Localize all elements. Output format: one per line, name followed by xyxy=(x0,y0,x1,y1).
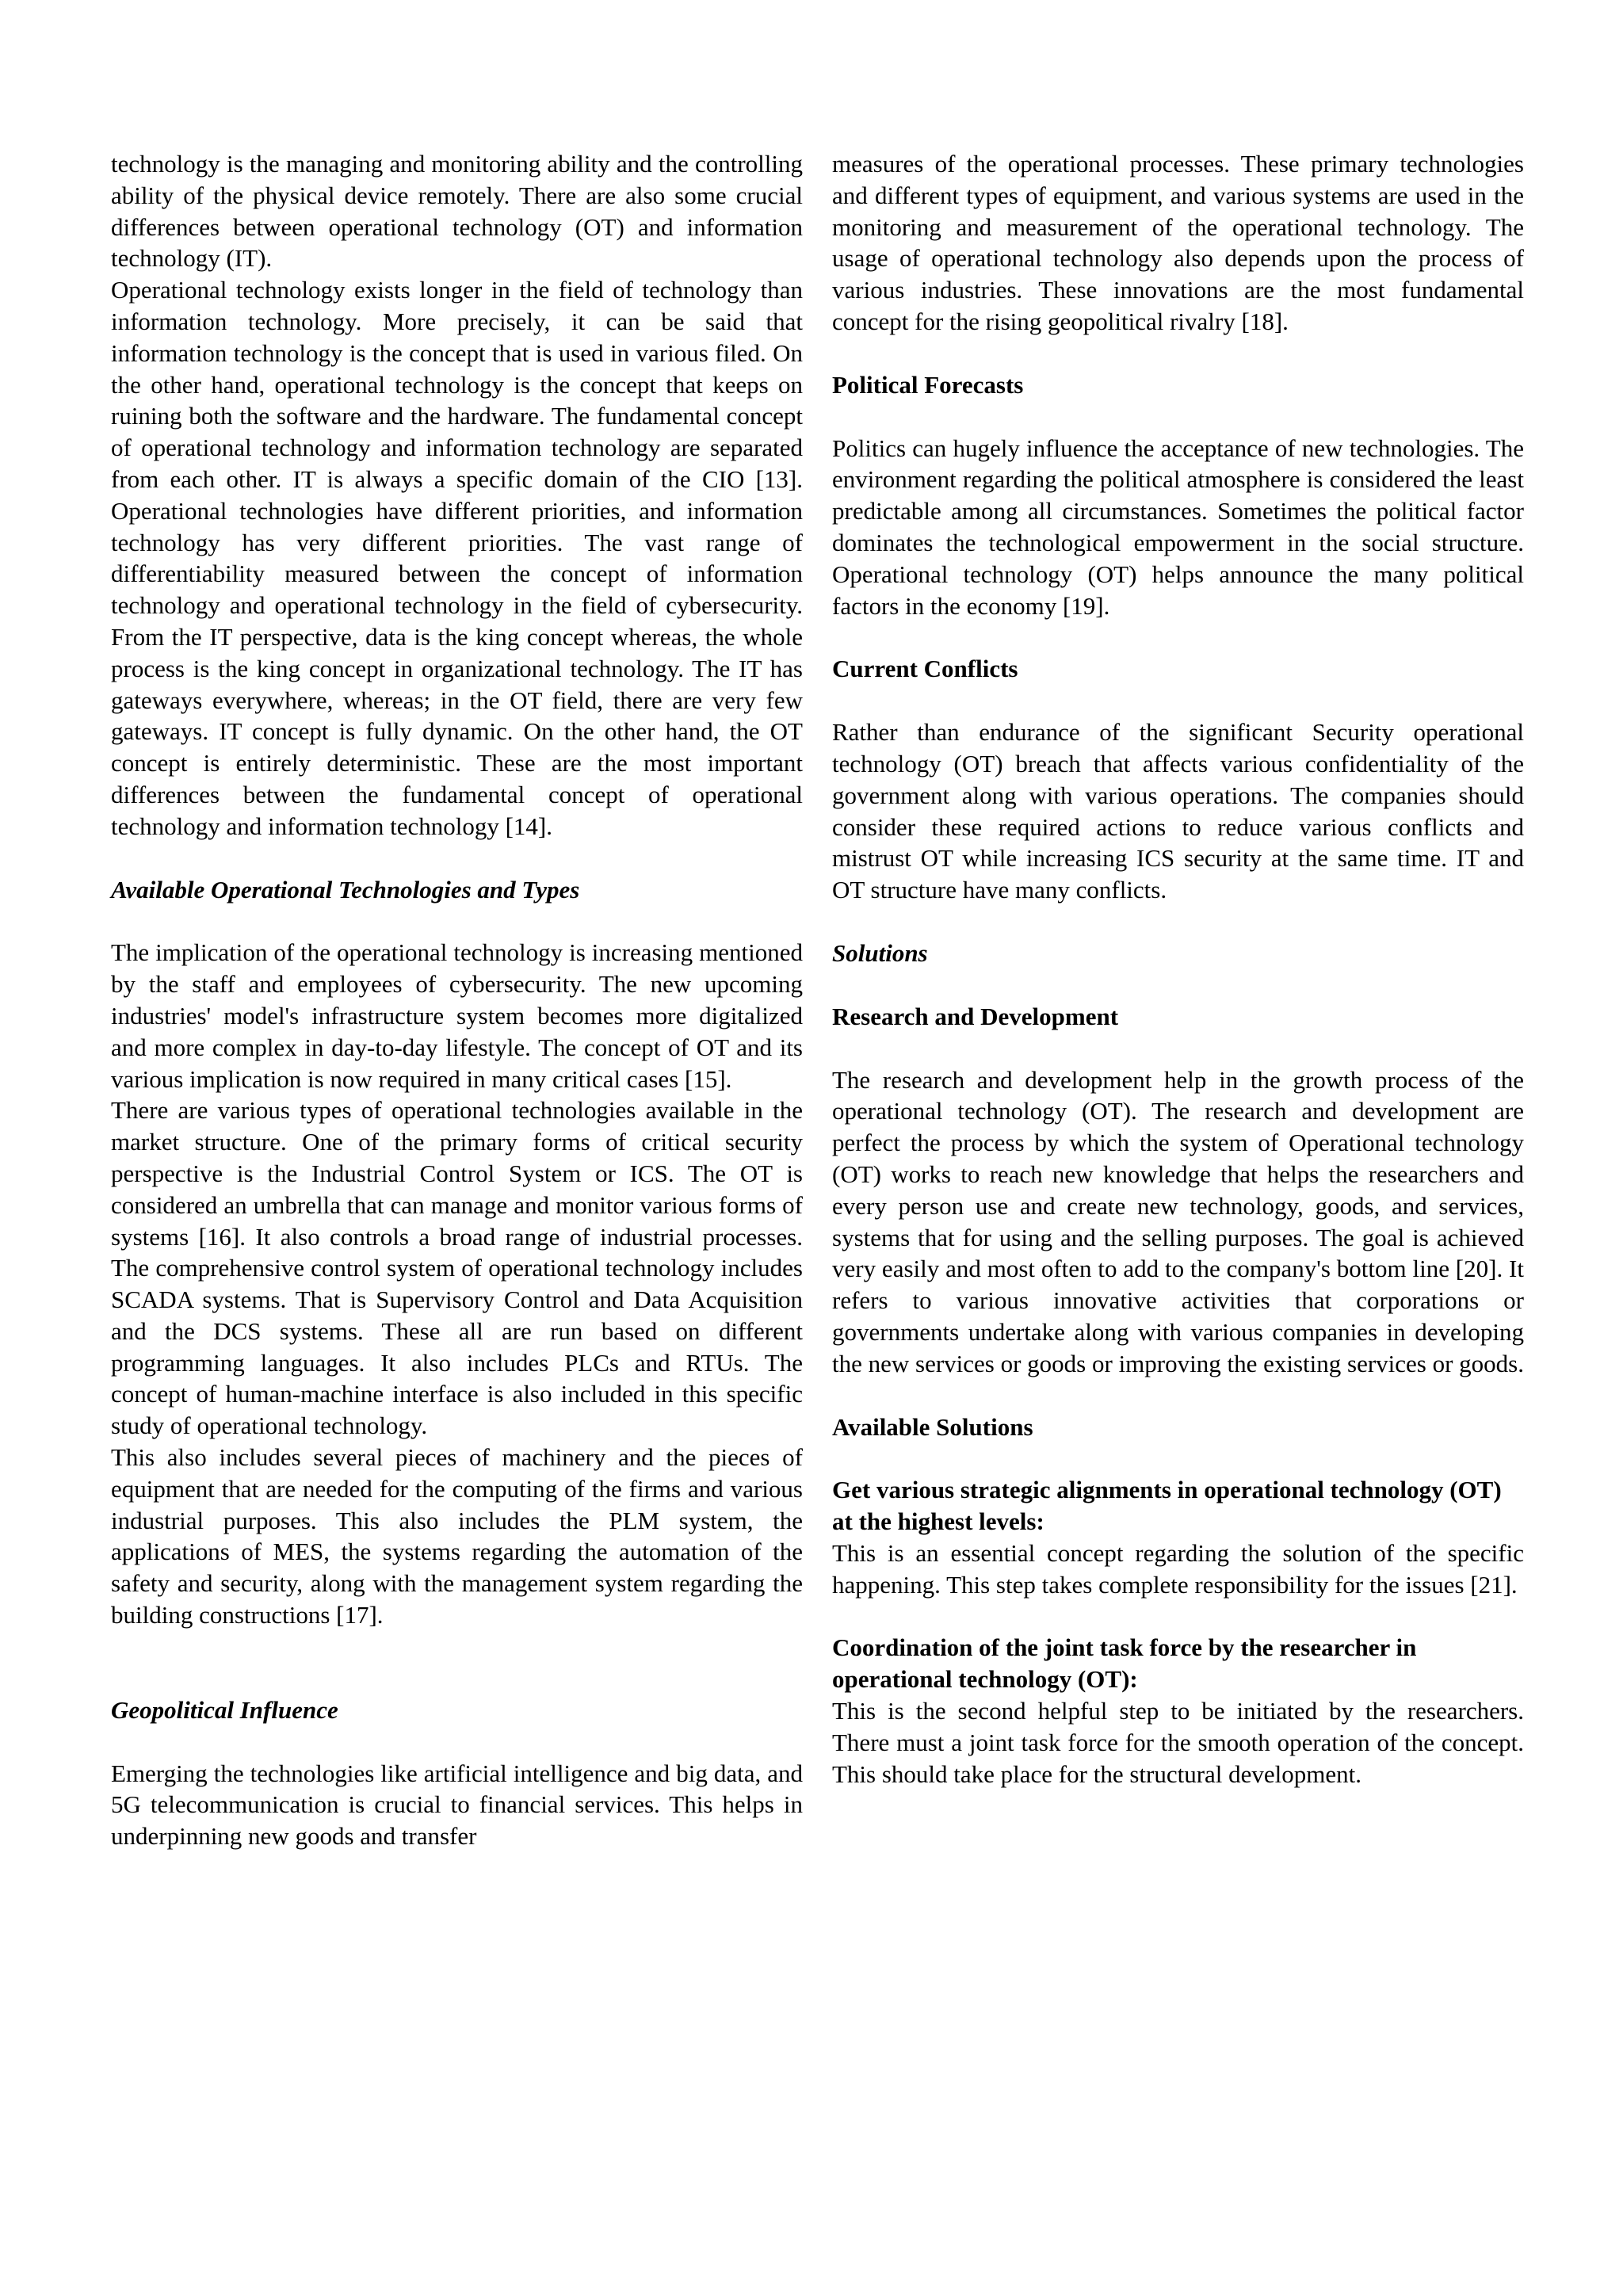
heading-research-and-development: Research and Development xyxy=(832,1002,1119,1030)
left-paragraph-4: There are various types of operational technologies available in the market structure. One of the primary forms of critical security perspective is the Industrial Control System or ICS. The OT is considered an umbrella that can manage and monitor various forms of systems [16]. It also controls a broad range of industrial processes. The comprehensive control system of operational technology includes SCADA systems. That is Supervisory Control and Data Acquisition and the DCS systems. These all are run based on different programming languages. It also includes PLCs and RTUs. The concept of human-machine interface is also included in this specific study of operational technology. xyxy=(111,1096,803,1440)
left-column xyxy=(111,148,803,1852)
right-paragraph-4: The research and development help in the growth process of the operational technology (OT). The research and development are perfect the process by which the system of Operational technology (OT) works to reach new knowledge that helps the researchers and every person use and create new technology, goods, and services, systems that for using and the selling purposes. The goal is achieved very easily and most often to add to the company's bottom line [20]. It refers to various innovative activities that corporations or governments undertake along with various companies in developing the new services or goods or improving the existing services or goods. xyxy=(832,1065,1524,1377)
right-paragraph-1: measures of the operational processes. These primary technologies and different types of equipment, and various systems are used in the monitoring and measurement of the operational technology. The usage of operational technology also depends upon the process of various industries. These innovations are the most fundamental concept for the rising geopolitical rivalry [18]. xyxy=(832,150,1524,335)
heading-coordination-joint-task-force: Coordination of the joint task force by the researcher in operational technology (OT): xyxy=(832,1633,1417,1694)
heading-available-solutions: Available Solutions xyxy=(832,1412,1033,1441)
heading-political-forecasts: Political Forecasts xyxy=(832,370,1024,399)
left-paragraph-1: technology is the managing and monitoring ability and the controlling ability of the physical device remotely. There are also some crucial differences between operational technology (OT) and information technology (IT). xyxy=(111,150,803,273)
heading-solutions: Solutions xyxy=(832,938,928,967)
left-paragraph-6: Emerging the technologies like artificial intelligence and big data, and 5G telecommunication is crucial to financial services. This helps in underpinning new goods and transfer xyxy=(111,1759,803,1851)
heading-geopolitical-influence: Geopolitical Influence xyxy=(111,1695,338,1724)
left-paragraph-5: This also includes several pieces of machinery and the pieces of equipment that are needed for the computing of the firms and various industrial purposes. This also includes the PLM system, the applications of MES, the systems regarding the automation of the safety and security, along with the management system regarding the building constructions [17]. xyxy=(111,1443,803,1629)
right-paragraph-5: This is an essential concept regarding the solution of the specific happening. This step takes complete responsibility for the issues [21]. xyxy=(832,1538,1524,1599)
left-paragraph-2: Operational technology exists longer in the field of technology than information technology. More precisely, it can be said that information technology is the concept that is used in various filed. On the other hand, operational technology is the concept that keeps on ruining both the software and the hardware. The fundamental concept of operational technology and information technology are separated from each other. IT is always a specific domain of the CIO [13]. Operational technologies have different priorities, and information technology has very different priorities. The vast range of differentiability measured between the concept of information technology and operational technology in the field of cybersecurity. From the IT perspective, data is the king concept whereas, the whole process is the king concept in organizational technology. The IT has gateways everywhere, whereas; in the OT field, there are very few gateways. IT concept is fully dynamic. On the other hand, the OT concept is entirely deterministic. These are the most important differences between the fundamental concept of operational technology and information technology [14]. xyxy=(111,276,803,840)
heading-current-conflicts: Current Conflicts xyxy=(832,655,1018,683)
heading-strategic-alignments: Get various strategic alignments in operational technology (OT) at the highest levels: xyxy=(832,1476,1502,1536)
right-paragraph-6: This is the second helpful step to be initiated by the researchers. There must a joint task force for the smooth operation of the concept. This should take place for the structural development. xyxy=(832,1697,1524,1788)
right-paragraph-2: Politics can hugely influence the acceptance of new technologies. The environment regarding the political atmosphere is considered the least predictable among all circumstances. Sometimes the political factor dominates the technological empowerment in the social structure. Operational technology (OT) helps announce the many political factors in the economy [19]. xyxy=(832,434,1524,620)
heading-available-operational-technologies: Available Operational Technologies and Types xyxy=(111,875,580,904)
left-paragraph-3: The implication of the operational technology is increasing mentioned by the staff and employees of cybersecurity. The new upcoming industries' model's infrastructure system becomes more digitalized and more complex in day-to-day lifestyle. The concept of OT and its various implication is now required in many critical cases [15]. xyxy=(111,938,803,1093)
right-column xyxy=(832,148,1524,1790)
right-paragraph-3: Rather than endurance of the significant Security operational technology (OT) breach that affects various confidentiality of the government along with various operations. The companies should consider these required actions to reduce various conflicts and mistrust OT while increasing ICS security at the same time. IT and OT structure have many conflicts. xyxy=(832,718,1524,904)
